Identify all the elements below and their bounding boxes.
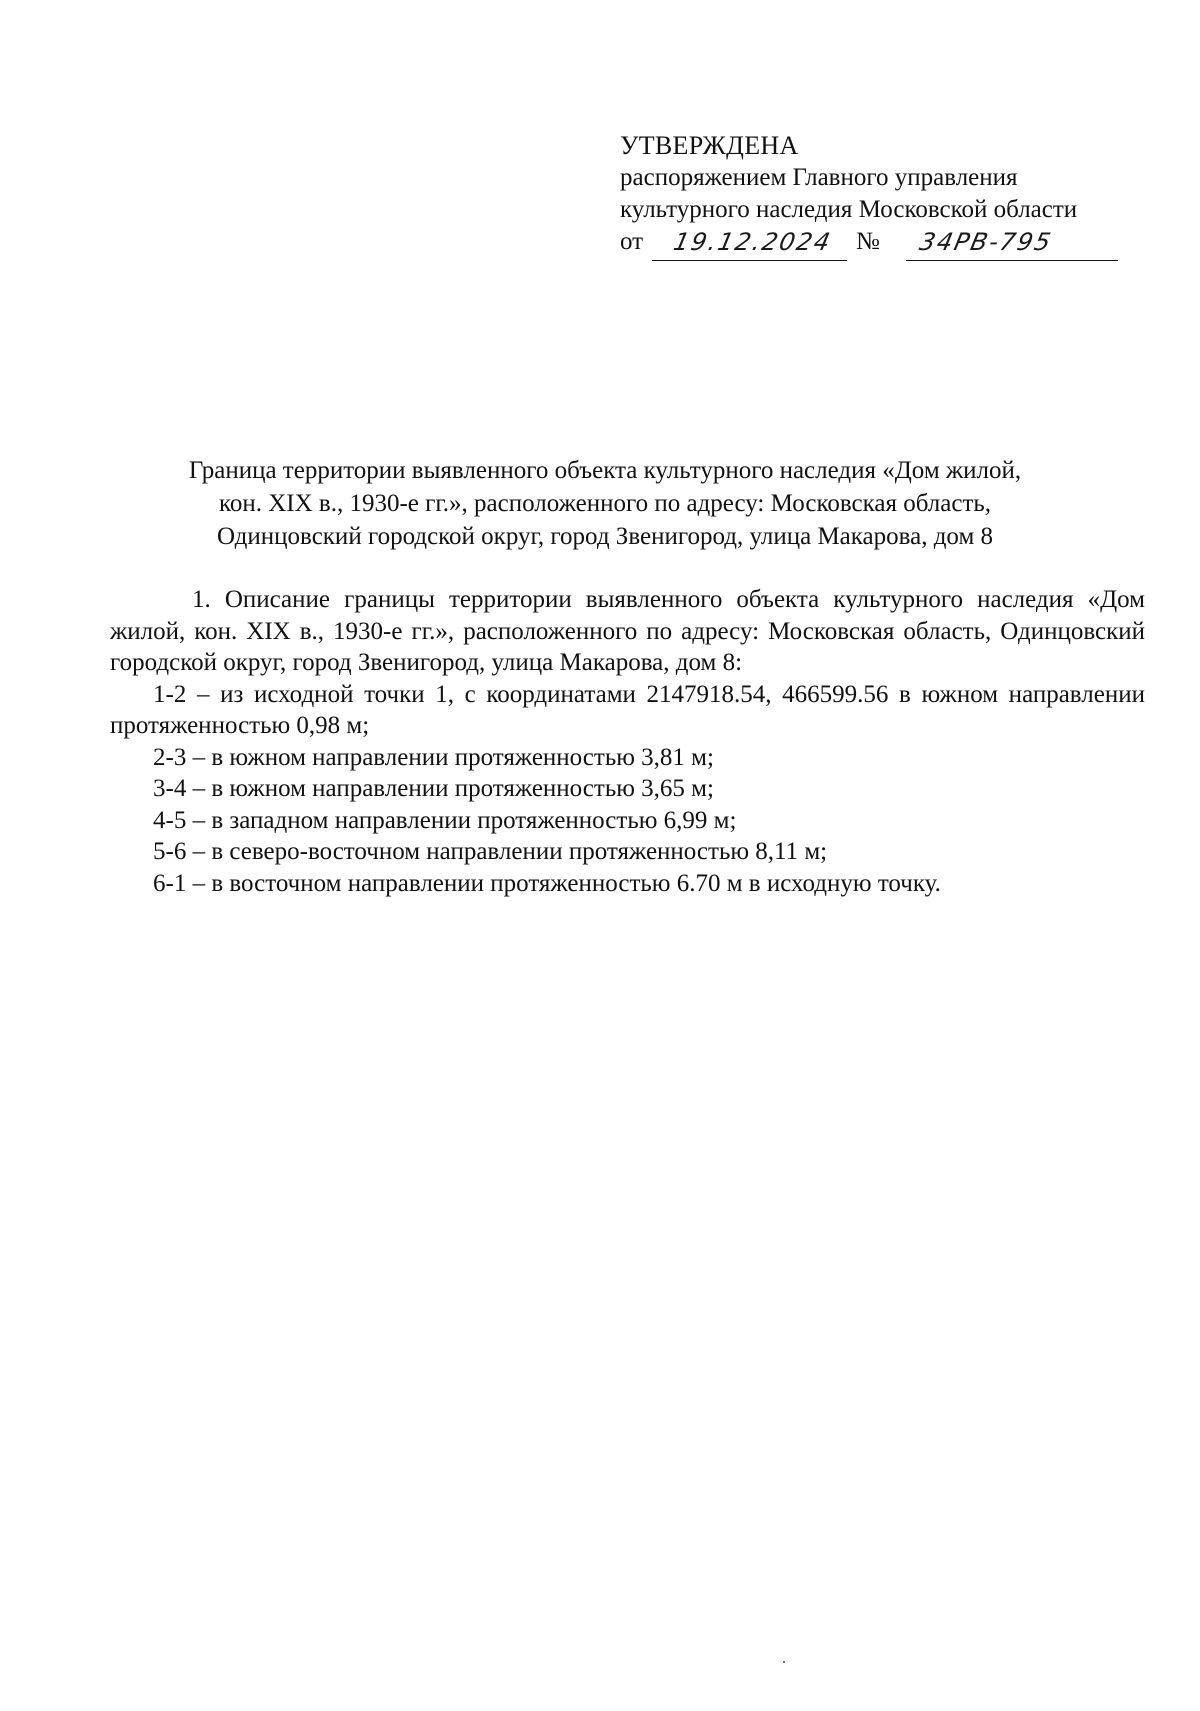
segment-item: 1-2 – из исходной точки 1, с координатами 2147918.54, 466599.56 в южном направлении протяженностью 0,98 м; <box>110 680 1145 739</box>
number-label: № <box>856 228 880 255</box>
document-title <box>80 454 1130 553</box>
segment-item: 3-4 – в южном направлении протяженностью 3,65 м; <box>153 775 714 802</box>
date-field <box>652 226 847 261</box>
handwritten-date: 19.12.2024 <box>671 228 835 256</box>
segment-item: 6-1 – в восточном направлении протяженностью 6.70 м в исходную точку. <box>153 869 941 897</box>
segment-item: 2-3 – в южном направлении протяженностью 3,81 м; <box>153 743 714 771</box>
approval-date-number-line <box>620 226 1160 262</box>
handwritten-number: 34РВ-795 <box>917 228 1055 256</box>
date-label: от <box>620 228 644 255</box>
approval-stamp-block <box>620 130 1160 262</box>
title-line-2: кон. XIX в., 1930-е гг.», расположенного по адресу: Московская область, <box>218 490 992 517</box>
approval-line-2: культурного наследия Московской области <box>620 196 1078 223</box>
description-paragraph: 1. Описание границы территории выявленного объекта культурного наследия «Дом жилой, кон. XIX в., 1930-е гг.», расположенного по адресу: Московская область, Одинцовский городской округ, город Звенигород, улица Макарова, дом 8: <box>110 586 1145 676</box>
approval-line-1: распоряжением Главного управления <box>620 164 1018 191</box>
number-field <box>906 226 1118 261</box>
boundary-description <box>110 584 1145 899</box>
approval-heading: УТВЕРЖДЕНА <box>620 131 799 160</box>
title-line-3: Одинцовский городской округ, город Звенигород, улица Макарова, дом 8 <box>216 523 994 550</box>
segment-item: 4-5 – в западном направлении протяженностью 6,99 м; <box>153 806 737 834</box>
scan-speck <box>783 1661 785 1663</box>
title-line-1: Граница территории выявленного объекта культурного наследия «Дом жилой, <box>188 457 1022 484</box>
segment-item: 5-6 – в северо-восточном направлении протяженностью 8,11 м; <box>153 838 828 865</box>
